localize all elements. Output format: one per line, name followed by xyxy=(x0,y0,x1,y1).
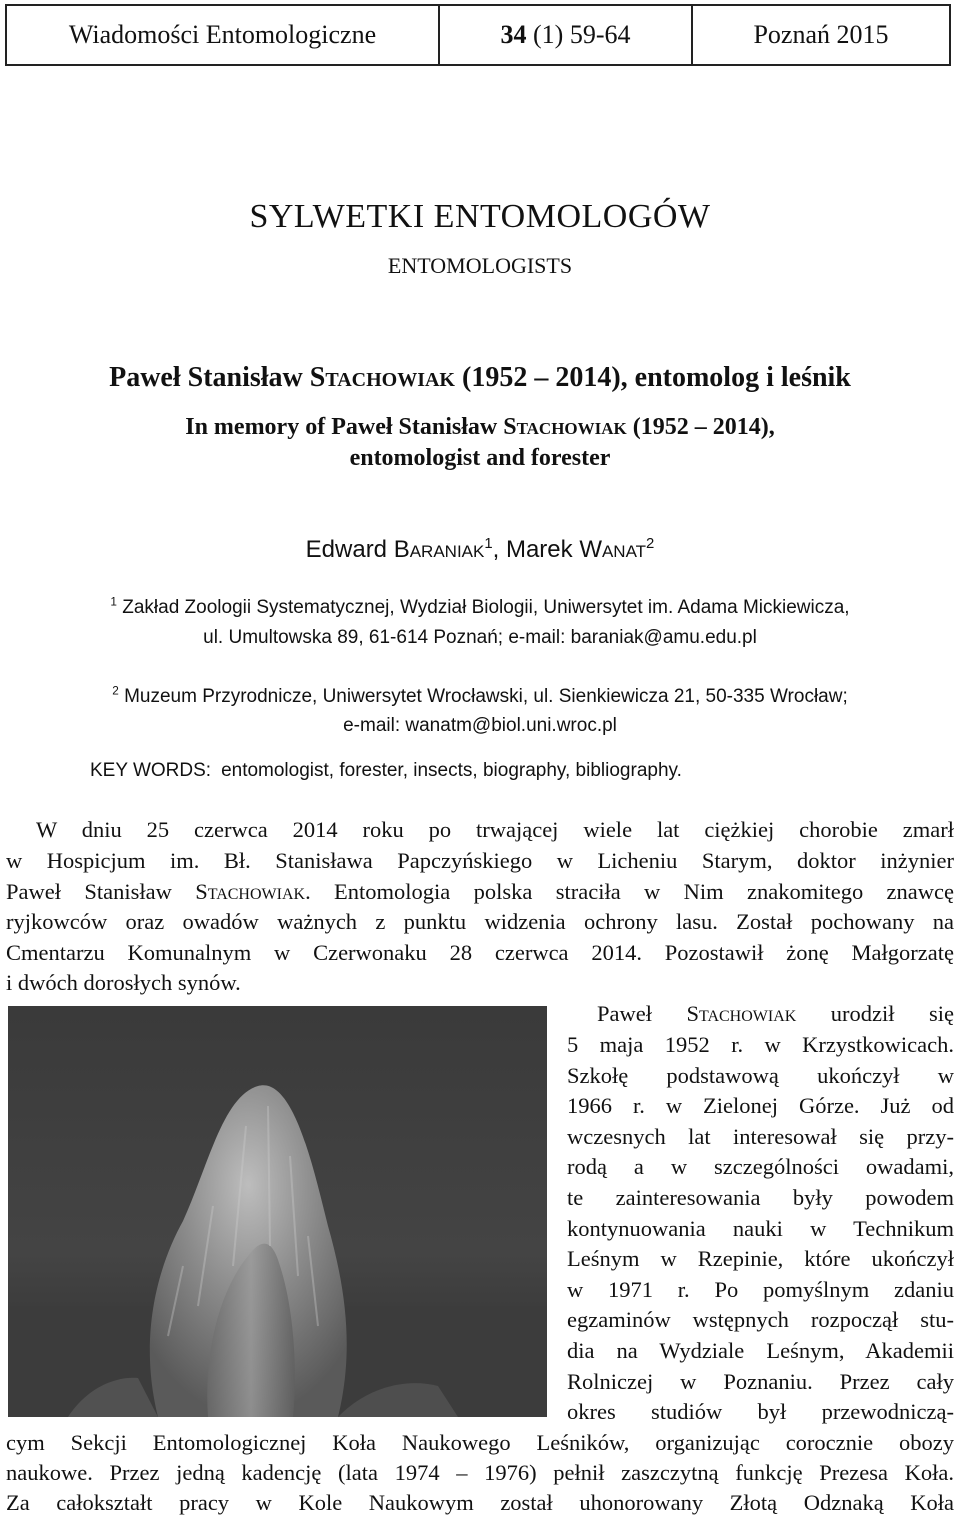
title-pl-part: Paweł Stanisław xyxy=(109,362,310,393)
body-line: i dwóch dorosłych synów. xyxy=(6,970,241,995)
body-text: . Entomologia polska straciła w Nim znakomitego znawcę xyxy=(305,879,954,904)
aff2-sup: 2 xyxy=(112,684,119,698)
affiliation-2-line2: e-mail: wanatm@biol.uni.wroc.pl xyxy=(343,715,617,736)
affiliation-1-line2: ul. Umultowska 89, 61-614 Poznań; e-mail: baraniak@amu.edu.pl xyxy=(203,627,757,648)
body-line: egzaminów wstępnych rozpoczął stu- xyxy=(567,1307,954,1332)
body-line xyxy=(567,999,954,1029)
section-subtitle: ENTOMOLOGISTS xyxy=(387,253,573,278)
title-en-part: In memory of Paweł Stanisław xyxy=(185,414,504,440)
body-line: te zainteresowania były powodem xyxy=(567,1185,954,1210)
article-title-en-line1 xyxy=(0,414,960,441)
volume-number: 34 xyxy=(500,20,527,49)
body-line: W dniu 25 czerwca 2014 roku po trwającej wiele lat ciężkiej chorobie zmarł xyxy=(36,817,954,842)
body-line: Za całokształt pracy w Kole Naukowym został uhonorowany Złotą Odznaką Koła xyxy=(6,1490,954,1515)
affiliation-1-line1 xyxy=(0,597,960,619)
title-pl-part: (1952 – 2014), entomolog i leśnik xyxy=(455,362,851,393)
body-surname: Stachowiak xyxy=(686,1001,797,1026)
keywords-label: KEY WORDS: xyxy=(90,760,212,781)
article-title-pl xyxy=(0,362,960,394)
portrait-photo xyxy=(8,1006,547,1417)
authors xyxy=(0,536,960,564)
aff1-sup: 1 xyxy=(110,595,117,609)
author-separator: , Marek xyxy=(492,536,580,563)
body-line: Szkołę podstawową ukończył w xyxy=(567,1063,954,1088)
author1-first: Edward xyxy=(305,536,394,563)
aff1-text: Zakład Zoologii Systematycznej, Wydział Biologii, Uniwersytet im. Adama Mickiewicza, xyxy=(116,597,850,618)
journal-volume xyxy=(440,6,693,64)
author2-sup: 2 xyxy=(646,536,655,552)
keywords-value: entomologist, forester, insects, biography, bibliography. xyxy=(221,760,682,781)
body-line: wczesnych lat interesował się przy- xyxy=(567,1124,954,1149)
body-line: 1966 r. w Zielonej Górze. Już od xyxy=(567,1093,954,1118)
body-line: Cmentarzu Komunalnym w Czerwonaku 28 czerwca 2014. Pozostawił żonę Małgorzatę xyxy=(6,940,954,965)
body-line: okres studiów był przewodniczą- xyxy=(567,1399,954,1424)
aff2-text: Muzeum Przyrodnicze, Uniwersytet Wrocławski, ul. Sienkiewicza 21, 50-335 Wrocław; xyxy=(118,686,848,707)
body-line: ryjkowców oraz owadów ważnych z punktu widzenia ochrony lasu. Został pochowany na xyxy=(6,909,954,934)
body-line: kontynuowania nauki w Technikum xyxy=(567,1216,954,1241)
body-line: Leśnym w Rzepinie, które ukończył xyxy=(567,1246,954,1271)
body-line: Rolniczej w Poznaniu. Przez cały xyxy=(567,1369,954,1394)
article-title-en-line2: entomologist and forester xyxy=(349,445,611,471)
body-text: urodził się xyxy=(796,1001,954,1026)
author1-sup: 1 xyxy=(484,536,493,552)
body-text: Paweł xyxy=(597,1001,687,1026)
title-en-surname: Stachowiak xyxy=(503,414,627,440)
body-line: dia na Wydziale Leśnym, Akademii xyxy=(567,1338,954,1363)
journal-header xyxy=(5,4,951,66)
section-title: SYLWETKI ENTOMOLOGÓW xyxy=(249,198,711,235)
body-line: naukowe. Przez jedną kadencję (lata 1974 – 1976) pełnił zaszczytną funkcję Prezesa Koła. xyxy=(6,1460,954,1485)
journal-name: Wiadomości Entomologiczne xyxy=(7,6,440,64)
affiliation-2-line1 xyxy=(0,686,960,708)
body-line: 5 maja 1952 r. w Krzystkowicach. xyxy=(567,1032,954,1057)
body-line: rodą a w szczególności owadami, xyxy=(567,1154,954,1179)
body-line: w Hospicjum im. Bł. Stanisława Papczyńskiego w Licheniu Starym, doktor inżynier xyxy=(6,848,954,873)
author1-surname: Baraniak xyxy=(393,536,485,563)
body-line xyxy=(6,877,954,907)
body-line: cym Sekcji Entomologicznej Koła Naukowego Leśników, organizując corocznie obozy xyxy=(6,1430,954,1455)
title-en-part: (1952 – 2014), xyxy=(626,414,775,440)
volume-pages: (1) 59-64 xyxy=(526,20,631,49)
body-text: Paweł Stanisław xyxy=(6,879,196,904)
journal-place-year: Poznań 2015 xyxy=(753,20,889,49)
title-pl-surname: Stachowiak xyxy=(309,362,455,393)
body-surname: Stachowiak xyxy=(195,879,306,904)
author2-surname: Wanat xyxy=(579,536,647,563)
keywords xyxy=(90,760,682,782)
body-line: w 1971 r. Po pomyślnym zdaniu xyxy=(567,1277,954,1302)
